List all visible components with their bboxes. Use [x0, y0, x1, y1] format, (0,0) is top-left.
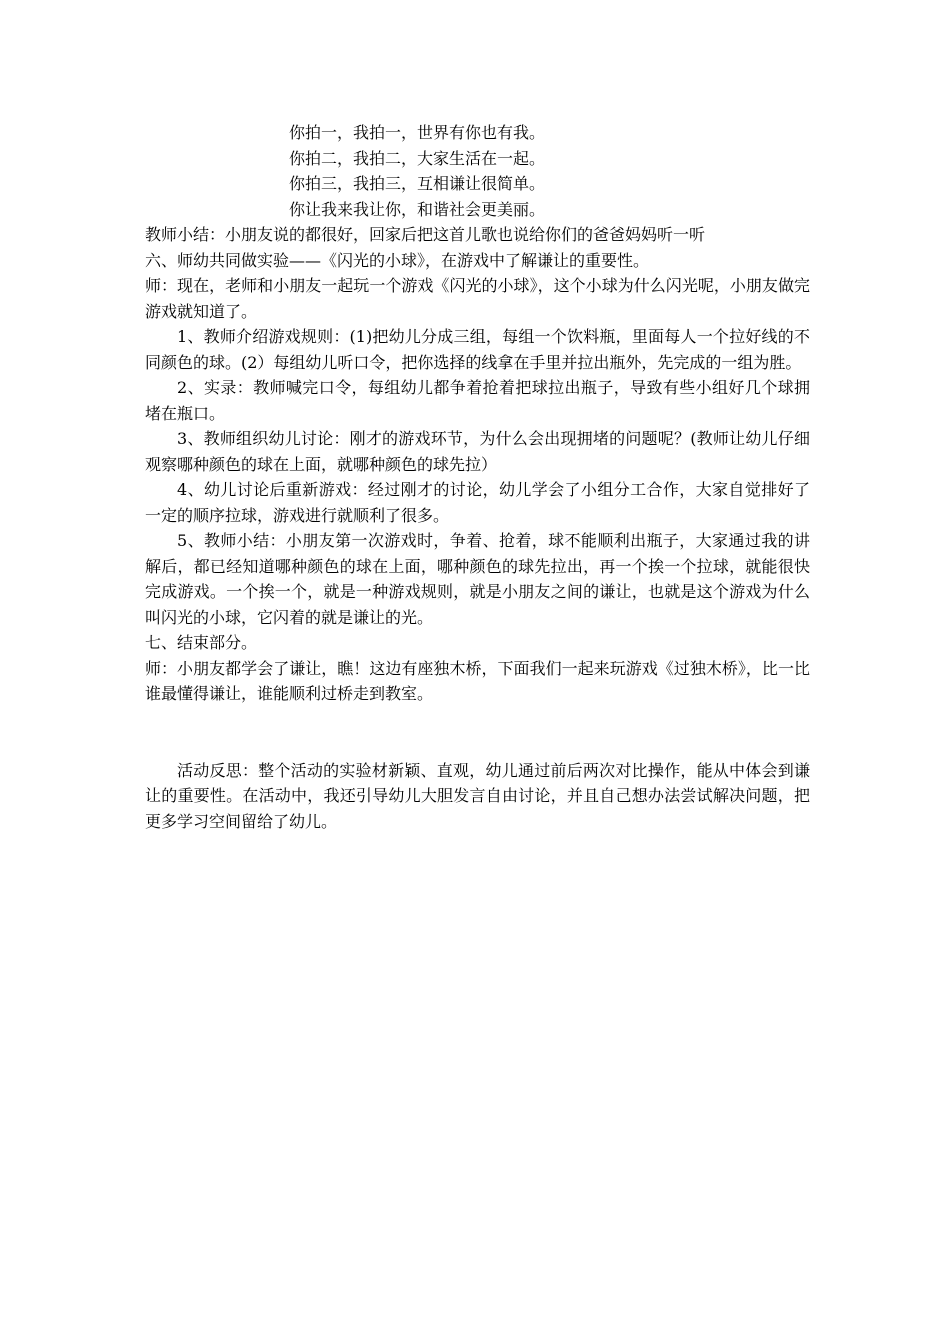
step-three-paragraph: 3、教师组织幼儿讨论：刚才的游戏环节，为什么会出现拥堵的问题呢？(教师让幼儿仔细观察哪种颜色的球在上面，就哪种颜色的球先拉）	[145, 429, 810, 474]
nursery-rhyme	[145, 120, 810, 222]
blank-space	[145, 707, 810, 758]
section-six-heading: 六、师幼共同做实验——《闪光的小球》，在游戏中了解谦让的重要性。	[145, 250, 650, 270]
step-one-paragraph: 1、教师介绍游戏规则：(1)把幼儿分成三组，每组一个饮料瓶，里面每人一个拉好线的不同颜色的球。(2）每组幼儿听口令，把你选择的线拿在手里并拉出瓶外，先完成的一组为胜。	[145, 327, 810, 372]
rhyme-line: 你拍三，我拍三，互相谦让很简单。	[289, 174, 546, 193]
teacher-ending-paragraph: 师：小朋友都学会了谦让，瞧！这边有座独木桥，下面我们一起来玩游戏《过独木桥》，比一比谁最懂得谦让，谁能顺利过桥走到教室。	[145, 658, 810, 703]
rhyme-line: 你拍一，我拍一，世界有你也有我。	[289, 123, 546, 142]
teacher-intro-paragraph: 师：现在，老师和小朋友一起玩一个游戏《闪光的小球》，这个小球为什么闪光呢，小朋友做完游戏就知道了。	[145, 276, 810, 321]
section-seven-heading: 七、结束部分。	[145, 633, 258, 652]
teacher-summary-paragraph: 教师小结：小朋友说的都很好，回家后把这首儿歌也说给你们的爸爸妈妈听一听	[145, 225, 706, 244]
document-body	[145, 120, 810, 834]
step-two-paragraph: 2、实录：教师喊完口令，每组幼儿都争着抢着把球拉出瓶子，导致有些小组好几个球拥堵在瓶口。	[145, 378, 810, 423]
rhyme-line: 你让我来我让你，和谐社会更美丽。	[289, 199, 546, 219]
step-five-paragraph: 5、教师小结：小朋友第一次游戏时，争着、抢着，球不能顺利出瓶子，大家通过我的讲解后，都已经知道哪种颜色的球在上面，哪种颜色的球先拉出，再一个挨一个拉球，就能很快完成游戏。一个挨一个，就是一种游戏规则，就是小朋友之间的谦让，也就是这个游戏为什么叫闪光的小球，它闪着的就是谦让的光。	[145, 531, 810, 627]
step-four-paragraph: 4、幼儿讨论后重新游戏：经过刚才的讨论，幼儿学会了小组分工合作，大家自觉排好了一定的顺序拉球，游戏进行就顺利了很多。	[145, 480, 810, 525]
rhyme-line: 你拍二，我拍二，大家生活在一起。	[289, 148, 546, 168]
reflection-paragraph: 活动反思：整个活动的实验材新颖、直观，幼儿通过前后两次对比操作，能从中体会到谦让的重要性。在活动中，我还引导幼儿大胆发言自由讨论，并且自己想办法尝试解决问题，把更多学习空间留给了幼儿。	[145, 760, 810, 831]
